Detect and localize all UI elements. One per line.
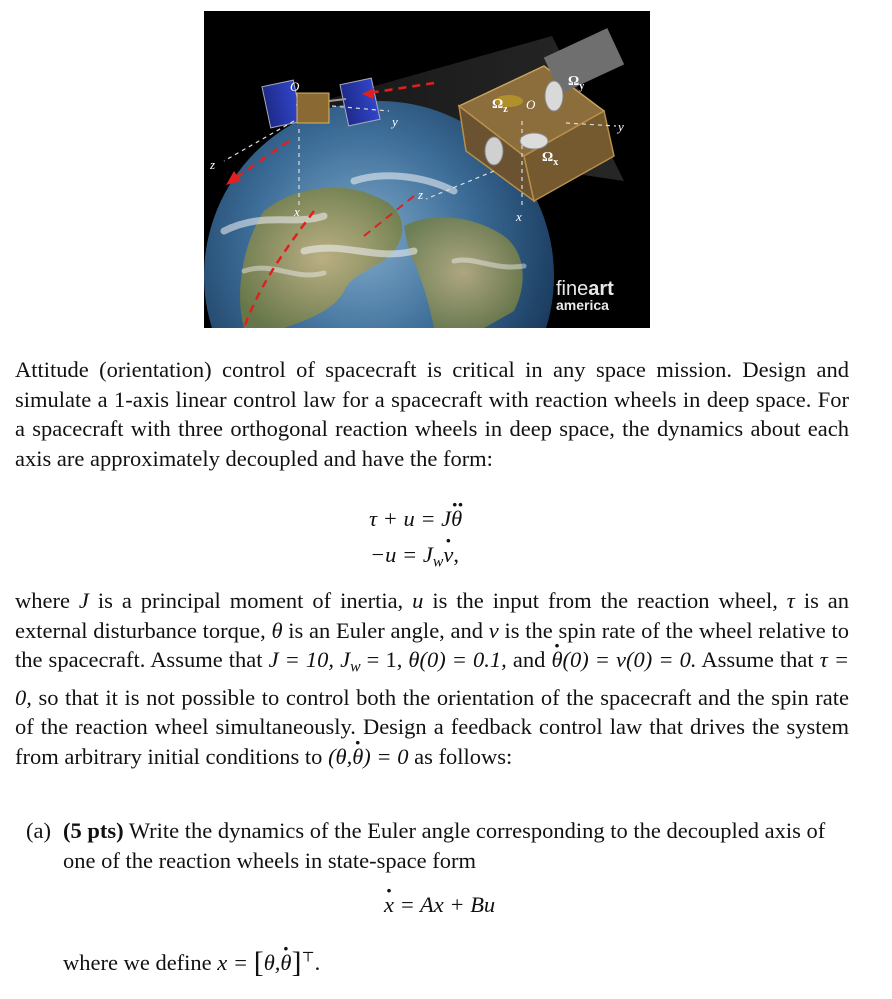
spacecraft-figure xyxy=(204,11,650,328)
part-a-text: Write the dynamics of the Euler angle corresponding to the decoupled axis of one of the reaction wheels in state-space form xyxy=(63,818,826,873)
cond-thetadot-tail: (0) = v(0) = 0. xyxy=(562,647,697,673)
define-vec-a: θ, xyxy=(263,950,281,975)
watermark-art: art xyxy=(588,278,614,300)
right-bracket: ] xyxy=(291,946,302,979)
state-space-equation xyxy=(384,892,495,918)
body-s4: is an external disturbance torque, xyxy=(15,588,850,643)
eq2-rhs-sub: w xyxy=(432,553,444,571)
eq1-lhs: τ + u = xyxy=(369,506,436,531)
eq1-rhs-theta: θ ·· xyxy=(451,506,462,532)
equation-2 xyxy=(370,542,459,572)
label-z-left: z xyxy=(210,157,216,172)
sym-theta: θ xyxy=(271,617,283,643)
intro-text: Attitude (orientation) control of spacecraft is critical in any space mission. Design and simulate a 1-axis linear control law for a spacecraft with reaction wheels in deep space. For a spacecraft with three orthogonal reaction wheels in deep space, the dynamics about each axis are approximately decoupled and have the form: xyxy=(15,357,849,471)
body-s5: is an Euler angle, and xyxy=(288,617,484,643)
part-a-label: (a) xyxy=(26,818,51,843)
cond6-thetadot: θ · xyxy=(352,742,363,772)
sym-j: J xyxy=(78,588,89,613)
eq-rest: = Ax + Bu xyxy=(394,892,496,917)
label-y-right: y xyxy=(618,119,624,134)
body-s3: is the input from the reaction wheel, xyxy=(432,588,778,613)
sym-tau: τ xyxy=(786,588,795,613)
cond-theta0: θ(0) = 0.1, xyxy=(408,647,507,673)
part-a-points: (5 pts) xyxy=(63,818,124,843)
transpose-symbol: ⊤ xyxy=(301,950,315,966)
watermark-fine: fine xyxy=(556,278,589,300)
eq-xdot: x · xyxy=(384,892,394,918)
cond-jw-tail: = 1, xyxy=(360,647,403,673)
body-paragraph xyxy=(15,586,849,771)
eq2-rhs-v: v · xyxy=(443,542,453,568)
label-omega-x-sub: x xyxy=(553,157,559,168)
eq1-rhs-j: J xyxy=(441,506,452,531)
label-omega-z-sub: z xyxy=(503,104,508,115)
cond-jw-sub: w xyxy=(350,658,361,676)
body-s1: where xyxy=(15,588,70,613)
eq2-rhs-tail: , xyxy=(453,542,460,567)
define-text: where we define xyxy=(63,950,212,975)
part-a xyxy=(26,816,850,875)
body-s2: is a principal moment of inertia, xyxy=(97,588,404,613)
label-o-right: O xyxy=(526,97,536,112)
body-s6: is the spin rate of the wheel relative to the spacecraft. Assume that xyxy=(15,617,849,673)
cond6-close: ) = 0 xyxy=(363,743,409,769)
label-y-left: y xyxy=(392,114,398,129)
define-end: . xyxy=(314,950,321,975)
body-s10: as follows: xyxy=(414,743,513,769)
cond-j: J = 10, xyxy=(268,647,335,673)
cond-thetadot-sym: θ · xyxy=(551,645,562,675)
eq2-lhs: −u = xyxy=(370,542,418,567)
sym-v: v xyxy=(488,617,499,643)
cond-jw-j: J xyxy=(340,647,351,673)
body-s7: and xyxy=(512,647,546,673)
label-o-left: O xyxy=(290,79,300,94)
label-omega-z: Ω xyxy=(492,97,504,112)
cond6-open: (θ, xyxy=(328,743,353,769)
left-bracket: [ xyxy=(253,946,264,979)
cond-tau: τ = 0, xyxy=(15,647,850,710)
body-s9: so that it is not possible to control both the orientation of the spacecraft and the spin rate of the reaction wheel simultaneously. Design a feedback control law that drives the system from arbitrary initial conditions to xyxy=(15,684,849,769)
sym-u: u xyxy=(412,588,424,613)
label-x-left: x xyxy=(294,204,300,219)
label-omega-y: Ω xyxy=(568,74,580,89)
label-omega-x: Ω xyxy=(542,150,554,165)
label-omega-y-sub: y xyxy=(579,81,585,92)
label-z-right: z xyxy=(418,187,424,202)
intro-paragraph xyxy=(15,355,849,473)
body-s8: Assume that xyxy=(701,647,814,673)
label-x-right: x xyxy=(516,209,522,224)
define-x: x = xyxy=(217,950,249,975)
state-definition xyxy=(63,946,320,980)
eq2-rhs-j: J xyxy=(422,542,433,567)
watermark-america: america xyxy=(556,297,609,313)
spacecraft-illustration xyxy=(204,11,650,328)
define-vec-b: θ · xyxy=(280,950,291,976)
